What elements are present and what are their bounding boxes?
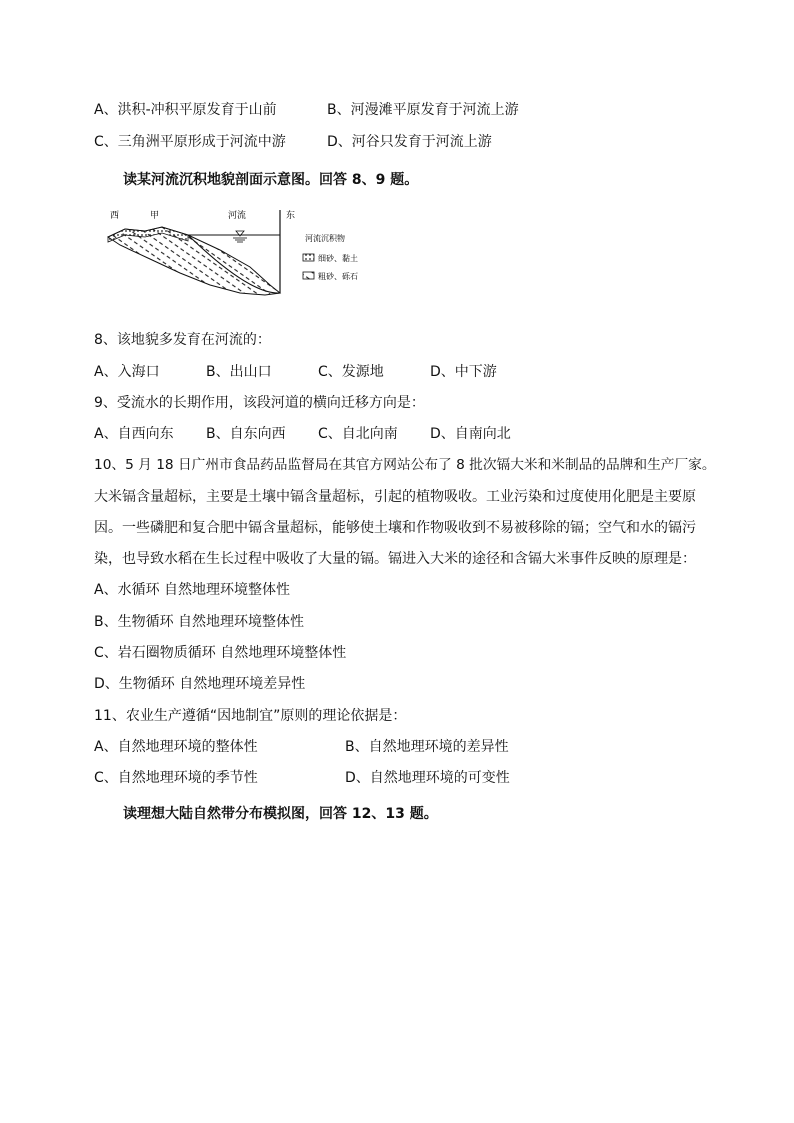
legend-coarse-swatch	[303, 272, 314, 279]
label-river: 河流	[228, 211, 247, 221]
legend-title: 河流沉积物	[305, 234, 345, 243]
q10-line-2: 大米镉含量超标，主要是土壤中镉含量超标，引起的植物吸收。工业污染和过度使用化肥是主要原	[94, 489, 696, 505]
q8-stem: 8、该地貌多发育在河流的：	[94, 332, 271, 348]
q8-option-c: C、发源地	[318, 364, 384, 380]
section-intro-12-13: 读理想大陆自然带分布模拟图，回答 12、13 题。	[123, 806, 438, 822]
q10-line-3: 因。一些磷肥和复合肥中镉含量超标，能够使土壤和作物吸收到不易被移除的镉；空气和水的镉污	[94, 520, 696, 536]
q11-option-a: A、自然地理环境的整体性	[94, 739, 258, 755]
q8-option-a: A、入海口	[94, 364, 160, 380]
q8-option-b: B、出山口	[206, 364, 272, 380]
q9-stem: 9、受流水的长期作用，该段河道的横向迁移方向是：	[94, 395, 425, 411]
section-intro-8-9: 读某河流沉积地貌剖面示意图。回答 8、9 题。	[123, 172, 419, 188]
q11-option-b: B、自然地理环境的差异性	[345, 739, 509, 755]
q11-option-c: C、自然地理环境的季节性	[94, 770, 258, 786]
q7-option-c: C、三角洲平原形成于河流中游	[94, 134, 286, 150]
q8-option-d: D、中下游	[430, 364, 497, 380]
legend-fine-label: 细砂、黏土	[318, 254, 358, 263]
legend-coarse-label: 粗砂、砾石	[318, 272, 358, 281]
q7-option-d: D、河谷只发育于河流上游	[327, 134, 492, 150]
q11-stem: 11、农业生产遵循“因地制宜”原则的理论依据是：	[94, 708, 407, 724]
q10-line-4: 染，也导致水稻在生长过程中吸收了大量的镉。镉进入大米的途径和含镉大米事件反映的原理是：	[94, 551, 696, 567]
q10-option-a: A、水循环 自然地理环境整体性	[94, 582, 291, 598]
q9-option-a: A、自西向东	[94, 426, 174, 442]
q9-option-d: D、自南向北	[430, 426, 511, 442]
label-west: 西	[110, 211, 120, 221]
q9-option-c: C、自北向南	[318, 426, 398, 442]
q7-option-a: A、洪积-冲积平原发育于山前	[94, 102, 277, 118]
coarse-sediment-layer	[108, 227, 280, 295]
label-jia: 甲	[150, 211, 160, 221]
q10-option-b: B、生物循环 自然地理环境整体性	[94, 614, 305, 630]
label-east: 东	[286, 211, 296, 221]
river-sediment-profile-figure	[100, 205, 380, 305]
q7-option-b: B、河漫滩平原发育于河流上游	[327, 102, 519, 118]
q10-line-1: 10、5 月 18 日广州市食品药品监督局在其官方网站公布了 8 批次镉大米和米制品的品牌和生产厂家。	[94, 457, 716, 473]
legend-fine-swatch	[303, 254, 314, 261]
q10-option-d: D、生物循环 自然地理环境差异性	[94, 676, 306, 692]
water-level-icon	[233, 231, 247, 242]
q10-option-c: C、岩石圈物质循环 自然地理环境整体性	[94, 645, 347, 661]
q11-option-d: D、自然地理环境的可变性	[345, 770, 510, 786]
q9-option-b: B、自东向西	[206, 426, 286, 442]
